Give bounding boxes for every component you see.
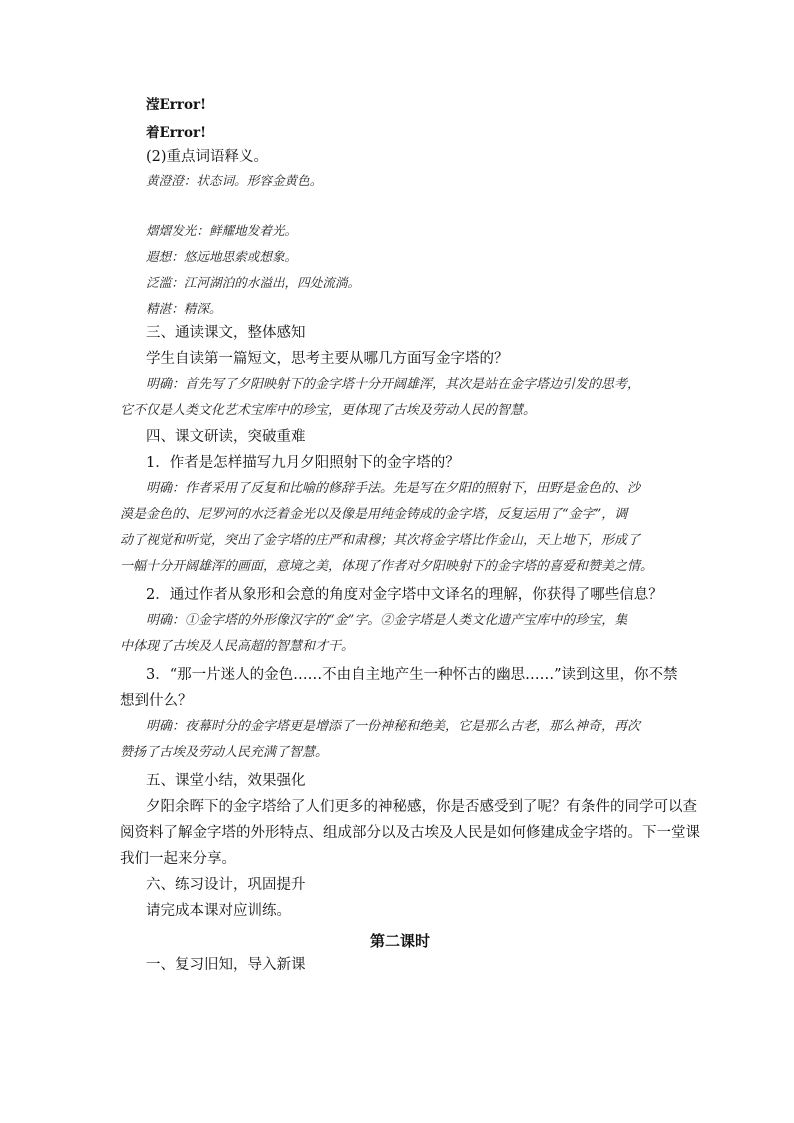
- document-body: [120, 94, 700, 978]
- answer-1-line-2: 漠是金色的、尼罗河的水泛着金光以及像是用纯金铸成的金字塔，反复运用了“金字”，调: [120, 507, 628, 522]
- section-3-question: 学生自读第一篇短文，思考主要从哪几方面写金字塔的？: [146, 351, 509, 367]
- section-6-paragraph: 请完成本课对应训练。: [146, 903, 291, 919]
- question-1: 1．作者是怎样描写九月夕阳照射下的金字塔的？: [146, 455, 460, 471]
- question-2: 2．通过作者从象形和会意的角度对金字塔中文译名的理解，你获得了哪些信息？: [146, 587, 663, 603]
- answer-2-line-1: 明确：①金字塔的外形像汉字的“金”字。②金字塔是人类文化遗产宝库中的珍宝，集: [146, 613, 628, 628]
- lesson-2-section-1-heading: 一、复习旧知，导入新课: [146, 957, 306, 973]
- section-5-paragraph-line-1: 夕阳余晖下的金字塔给了人们更多的神秘感，你是否感受到了呢？有条件的同学可以查: [146, 799, 697, 815]
- vocab-item-5: 精湛：精深。: [146, 301, 222, 316]
- error-line-2: 着Error!: [146, 125, 207, 141]
- section-5-heading: 五、课堂小结，效果强化: [146, 773, 306, 789]
- vocab-heading: (2)重点词语释义。: [146, 149, 269, 165]
- question-3-line-2: 想到什么？: [120, 693, 193, 709]
- question-3-line-1: 3．“那一片迷人的金色……不由自主地产生一种怀古的幽思……”读到这里，你不禁: [146, 667, 678, 683]
- blank-gap: [120, 192, 680, 220]
- section-3-answer-line-1: 明确：首先写了夕阳映射下的金字塔十分开阔雄浑，其次是站在金字塔边引发的思考，: [146, 377, 641, 392]
- answer-1-line-1: 明确：作者采用了反复和比喻的修辞手法。先是写在夕阳的照射下，田野是金色的、沙: [146, 481, 641, 496]
- vocab-item-1: 黄澄澄：状态词。形容金黄色。: [146, 173, 323, 188]
- section-3-answer-line-2: 它不仅是人类文化艺术宝库中的珍宝，更体现了古埃及劳动人民的智慧。: [120, 403, 537, 418]
- lesson-2-title: 第二课时: [369, 932, 430, 950]
- section-5-paragraph-line-2: 阅资料了解金字塔的外形特点、组成部分以及古埃及人民是如何修建成金字塔的。下一堂课: [120, 825, 700, 841]
- section-3-heading: 三、通读课文，整体感知: [146, 325, 306, 341]
- vocab-item-2: 熠熠发光：鲜耀地发着光。: [146, 223, 298, 238]
- answer-2-line-2: 中体现了古埃及人民高超的智慧和才干。: [120, 639, 355, 654]
- vocab-item-3: 遐想：悠远地思索或想象。: [146, 249, 298, 264]
- error-line-1: 滢Error!: [146, 97, 207, 113]
- answer-3-line-1: 明确：夜幕时分的金字塔更是增添了一份神秘和绝美，它是那么古老，那么神奇，再次: [146, 719, 641, 734]
- vocab-item-4: 泛滥：江河湖泊的水溢出，四处流淌。: [146, 275, 361, 290]
- answer-3-line-2: 赞扬了古埃及劳动人民充满了智慧。: [120, 745, 329, 760]
- answer-1-line-3: 动了视觉和听觉，突出了金字塔的庄严和肃穆；其次将金字塔比作金山，天上地下，形成了: [120, 533, 641, 548]
- section-5-paragraph-line-3: 我们一起来分享。: [120, 851, 236, 867]
- section-4-heading: 四、课文研读，突破重难: [146, 429, 306, 445]
- section-6-heading: 六、练习设计，巩固提升: [146, 877, 306, 893]
- answer-1-line-4: 一幅十分开阔雄浑的画面，意境之美，体现了作者对夕阳映射下的金字塔的喜爱和赞美之情。: [120, 559, 654, 574]
